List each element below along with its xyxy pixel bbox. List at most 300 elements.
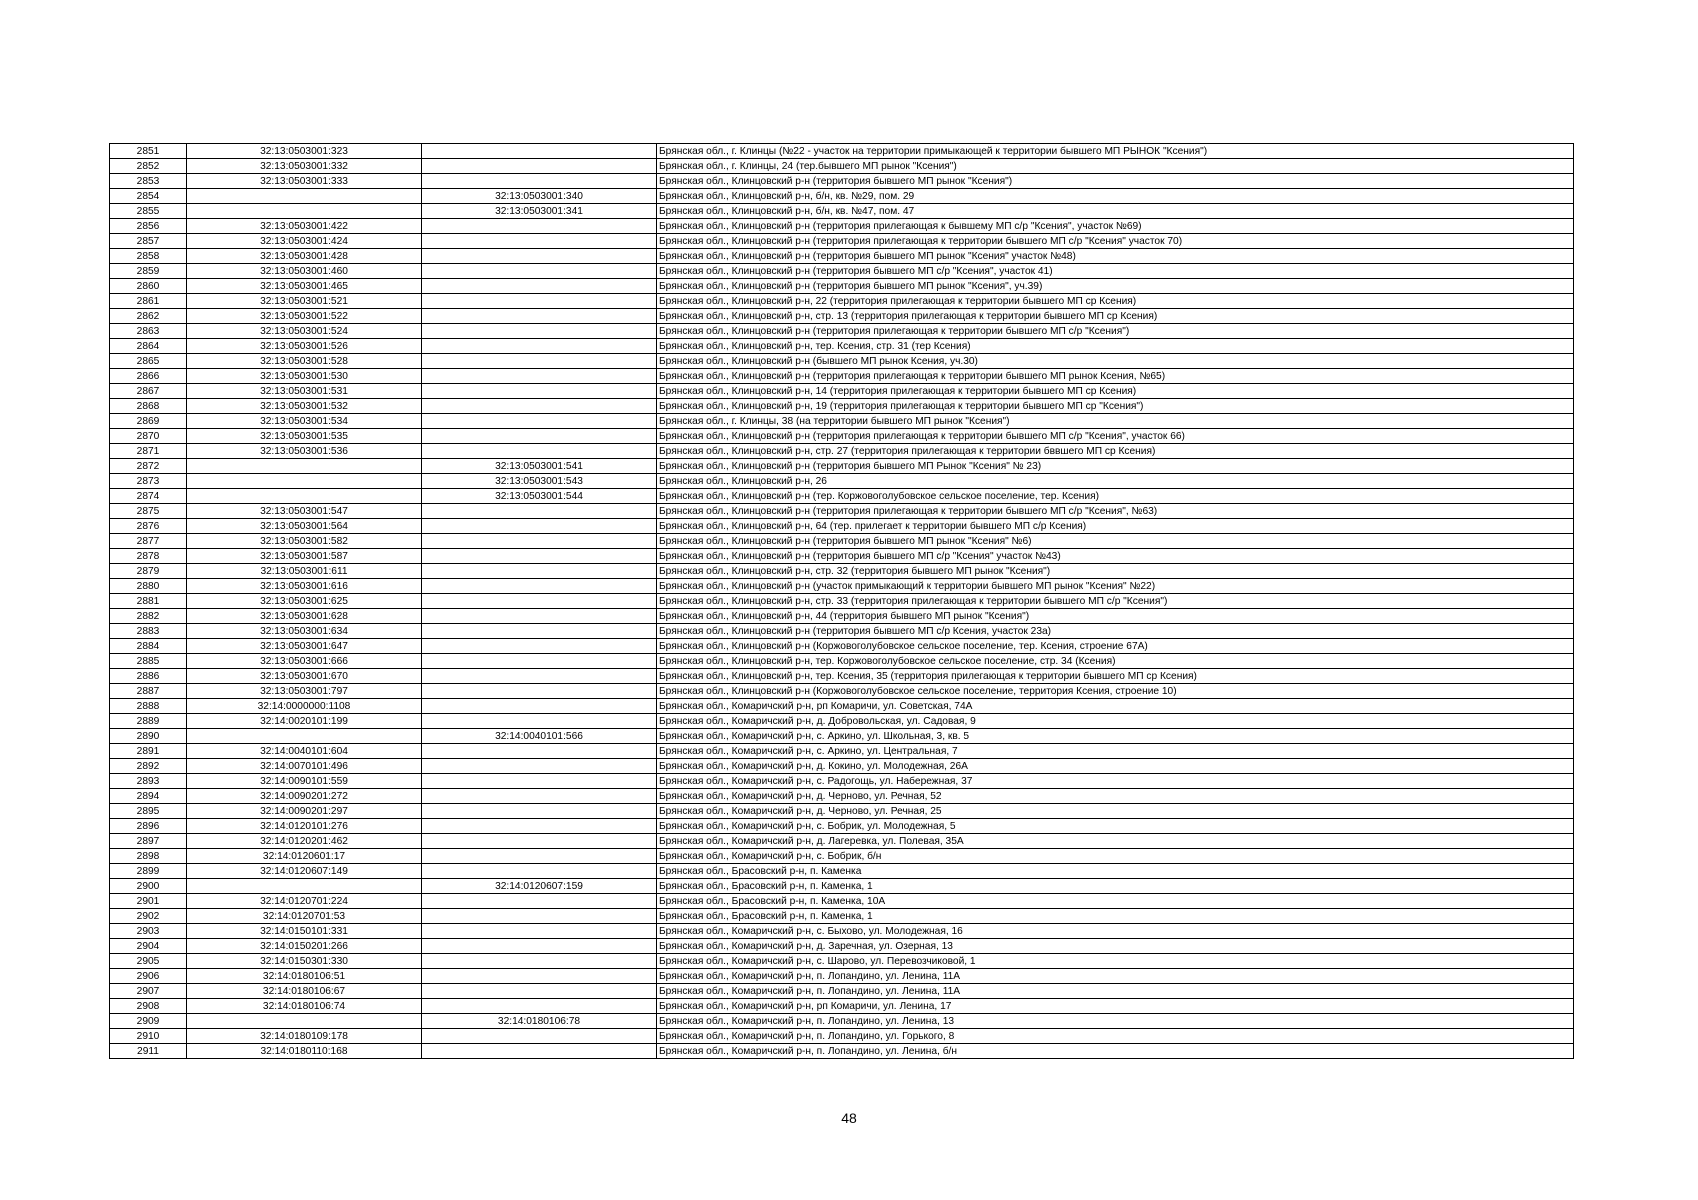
table-row xyxy=(110,774,1574,789)
room-cadastral-number-cell xyxy=(422,384,657,399)
address-cell: Брянская обл., Комаричский р-н, п. Лопандино, ул. Ленина, 13 xyxy=(657,1014,1574,1029)
cadastral-number-cell: 32:13:0503001:535 xyxy=(187,429,422,444)
room-cadastral-number-cell xyxy=(422,639,657,654)
row-number-cell: 2859 xyxy=(110,264,187,279)
address-cell: Брянская обл., Клинцовский р-н, тер. Ксения, 35 (территория прилегающая к территории бывшего МП ср Ксения) xyxy=(657,669,1574,684)
room-cadastral-number-cell xyxy=(422,309,657,324)
room-cadastral-number-cell xyxy=(422,534,657,549)
room-cadastral-number-cell xyxy=(422,804,657,819)
row-number-cell: 2906 xyxy=(110,969,187,984)
room-cadastral-number-cell xyxy=(422,249,657,264)
table-row xyxy=(110,504,1574,519)
room-cadastral-number-cell xyxy=(422,324,657,339)
row-number-cell: 2899 xyxy=(110,864,187,879)
row-number-cell: 2909 xyxy=(110,1014,187,1029)
room-cadastral-number-cell xyxy=(422,969,657,984)
address-cell: Брянская обл., Комаричский р-н, д. Заречная, ул. Озерная, 13 xyxy=(657,939,1574,954)
cadastral-number-cell: 32:13:0503001:666 xyxy=(187,654,422,669)
address-cell: Брянская обл., Клинцовский р-н (территория бывшего МП рынок "Ксения" участок №48) xyxy=(657,249,1574,264)
room-cadastral-number-cell xyxy=(422,759,657,774)
table-row xyxy=(110,489,1574,504)
row-number-cell: 2866 xyxy=(110,369,187,384)
cadastral-number-cell xyxy=(187,729,422,744)
cadastral-number-cell xyxy=(187,489,422,504)
table-row xyxy=(110,369,1574,384)
row-number-cell: 2891 xyxy=(110,744,187,759)
cadastral-number-cell: 32:14:0150201:266 xyxy=(187,939,422,954)
row-number-cell: 2900 xyxy=(110,879,187,894)
cadastral-number-cell: 32:13:0503001:625 xyxy=(187,594,422,609)
cadastral-number-cell: 32:14:0040101:604 xyxy=(187,744,422,759)
table-row xyxy=(110,999,1574,1014)
room-cadastral-number-cell: 32:13:0503001:341 xyxy=(422,204,657,219)
table-row xyxy=(110,279,1574,294)
room-cadastral-number-cell xyxy=(422,399,657,414)
address-cell: Брянская обл., Комаричский р-н, рп Комаричи, ул. Советская, 74А xyxy=(657,699,1574,714)
address-cell: Брянская обл., Клинцовский р-н (территория бывшего МП с/р Ксения, участок 23а) xyxy=(657,624,1574,639)
table-row xyxy=(110,159,1574,174)
room-cadastral-number-cell xyxy=(422,144,657,159)
cadastral-number-cell xyxy=(187,474,422,489)
address-cell: Брянская обл., Клинцовский р-н (тер. Коржовоголубовское сельское поселение, тер. Ксения) xyxy=(657,489,1574,504)
table-row xyxy=(110,744,1574,759)
cadastral-number-cell: 32:14:0070101:496 xyxy=(187,759,422,774)
table-row xyxy=(110,339,1574,354)
room-cadastral-number-cell xyxy=(422,849,657,864)
table-row xyxy=(110,639,1574,654)
table-row xyxy=(110,669,1574,684)
cadastral-number-cell: 32:13:0503001:797 xyxy=(187,684,422,699)
table-row xyxy=(110,384,1574,399)
room-cadastral-number-cell xyxy=(422,999,657,1014)
table-row xyxy=(110,309,1574,324)
table-row xyxy=(110,249,1574,264)
address-cell: Брянская обл., Клинцовский р-н, стр. 33 (территория прилегающая к территории бывшего МП с/р "Ксения") xyxy=(657,594,1574,609)
cadastral-number-cell: 32:13:0503001:428 xyxy=(187,249,422,264)
row-number-cell: 2910 xyxy=(110,1029,187,1044)
address-cell: Брянская обл., Комаричский р-н, с. Аркино, ул. Школьная, 3, кв. 5 xyxy=(657,729,1574,744)
table-row xyxy=(110,684,1574,699)
row-number-cell: 2881 xyxy=(110,594,187,609)
cadastral-number-cell: 32:13:0503001:582 xyxy=(187,534,422,549)
address-cell: Брянская обл., Клинцовский р-н, б/н, кв. №47, пом. 47 xyxy=(657,204,1574,219)
row-number-cell: 2893 xyxy=(110,774,187,789)
room-cadastral-number-cell xyxy=(422,504,657,519)
row-number-cell: 2877 xyxy=(110,534,187,549)
table-row xyxy=(110,894,1574,909)
address-cell: Брянская обл., Комаричский р-н, д. Лагеревка, ул. Полевая, 35А xyxy=(657,834,1574,849)
room-cadastral-number-cell: 32:13:0503001:543 xyxy=(422,474,657,489)
room-cadastral-number-cell xyxy=(422,174,657,189)
address-cell: Брянская обл., г. Клинцы, 24 (тер.бывшего МП рынок "Ксения") xyxy=(657,159,1574,174)
cadastral-number-cell: 32:14:0090201:297 xyxy=(187,804,422,819)
row-number-cell: 2858 xyxy=(110,249,187,264)
room-cadastral-number-cell xyxy=(422,579,657,594)
room-cadastral-number-cell xyxy=(422,954,657,969)
table-row xyxy=(110,1014,1574,1029)
table-row xyxy=(110,609,1574,624)
cadastral-number-cell: 32:13:0503001:460 xyxy=(187,264,422,279)
cadastral-number-cell: 32:13:0503001:333 xyxy=(187,174,422,189)
address-cell: Брянская обл., Клинцовский р-н (территория бывшего МП рынок "Ксения" №6) xyxy=(657,534,1574,549)
cadastral-table xyxy=(109,143,1574,1059)
row-number-cell: 2886 xyxy=(110,669,187,684)
address-cell: Брянская обл., Брасовский р-н, п. Каменка, 10А xyxy=(657,894,1574,909)
table-row xyxy=(110,264,1574,279)
row-number-cell: 2896 xyxy=(110,819,187,834)
cadastral-number-cell: 32:13:0503001:670 xyxy=(187,669,422,684)
address-cell: Брянская обл., Клинцовский р-н (территория прилегающая к территории бывшего МП с/р "Ксения" участок 70) xyxy=(657,234,1574,249)
room-cadastral-number-cell xyxy=(422,369,657,384)
cadastral-number-cell: 32:14:0180110:168 xyxy=(187,1044,422,1059)
row-number-cell: 2882 xyxy=(110,609,187,624)
table-row xyxy=(110,189,1574,204)
cadastral-number-cell: 32:13:0503001:521 xyxy=(187,294,422,309)
row-number-cell: 2851 xyxy=(110,144,187,159)
room-cadastral-number-cell xyxy=(422,594,657,609)
address-cell: Брянская обл., Клинцовский р-н (территория бывшего МП рынок "Ксения") xyxy=(657,174,1574,189)
cadastral-number-cell: 32:13:0503001:424 xyxy=(187,234,422,249)
page-number: 48 xyxy=(841,1110,857,1126)
address-cell: Брянская обл., Комаричский р-н, с. Аркино, ул. Центральная, 7 xyxy=(657,744,1574,759)
address-cell: Брянская обл., Комаричский р-н, рп Комаричи, ул. Ленина, 17 xyxy=(657,999,1574,1014)
cadastral-number-cell: 32:13:0503001:587 xyxy=(187,549,422,564)
row-number-cell: 2871 xyxy=(110,444,187,459)
table-row xyxy=(110,219,1574,234)
row-number-cell: 2875 xyxy=(110,504,187,519)
address-cell: Брянская обл., Клинцовский р-н (территория прилегающая к территории бывшего МП с/р "Ксения", №63) xyxy=(657,504,1574,519)
cadastral-number-cell: 32:14:0180106:67 xyxy=(187,984,422,999)
row-number-cell: 2897 xyxy=(110,834,187,849)
cadastral-number-cell: 32:14:0020101:199 xyxy=(187,714,422,729)
row-number-cell: 2857 xyxy=(110,234,187,249)
address-cell: Брянская обл., Клинцовский р-н, 64 (тер. прилегает к территории бывшего МП с/р Ксения) xyxy=(657,519,1574,534)
cadastral-number-cell: 32:13:0503001:530 xyxy=(187,369,422,384)
table-row xyxy=(110,579,1574,594)
address-cell: Брянская обл., Клинцовский р-н, 26 xyxy=(657,474,1574,489)
room-cadastral-number-cell xyxy=(422,834,657,849)
address-cell: Брянская обл., Клинцовский р-н (бывшего МП рынок Ксения, уч.30) xyxy=(657,354,1574,369)
row-number-cell: 2888 xyxy=(110,699,187,714)
row-number-cell: 2879 xyxy=(110,564,187,579)
address-cell: Брянская обл., Комаричский р-н, с. Быхово, ул. Молодежная, 16 xyxy=(657,924,1574,939)
table-row xyxy=(110,624,1574,639)
cadastral-number-cell: 32:14:0150301:330 xyxy=(187,954,422,969)
address-cell: Брянская обл., Комаричский р-н, д. Добровольская, ул. Садовая, 9 xyxy=(657,714,1574,729)
room-cadastral-number-cell xyxy=(422,939,657,954)
table-row xyxy=(110,969,1574,984)
address-cell: Брянская обл., Клинцовский р-н, б/н, кв. №29, пом. 29 xyxy=(657,189,1574,204)
row-number-cell: 2865 xyxy=(110,354,187,369)
room-cadastral-number-cell xyxy=(422,909,657,924)
room-cadastral-number-cell: 32:13:0503001:340 xyxy=(422,189,657,204)
cadastral-number-cell: 32:13:0503001:611 xyxy=(187,564,422,579)
cadastral-number-cell: 32:14:0120701:224 xyxy=(187,894,422,909)
room-cadastral-number-cell xyxy=(422,894,657,909)
address-cell: Брянская обл., Комаричский р-н, п. Лопандино, ул. Ленина, 11А xyxy=(657,984,1574,999)
cadastral-number-cell: 32:13:0503001:522 xyxy=(187,309,422,324)
room-cadastral-number-cell xyxy=(422,354,657,369)
table-body xyxy=(110,144,1574,1059)
address-cell: Брянская обл., Клинцовский р-н (территория бывшего МП Рынок "Ксения" № 23) xyxy=(657,459,1574,474)
table-row xyxy=(110,594,1574,609)
table-row xyxy=(110,654,1574,669)
address-cell: Брянская обл., Комаричский р-н, с. Радогощь, ул. Набережная, 37 xyxy=(657,774,1574,789)
room-cadastral-number-cell xyxy=(422,819,657,834)
table-row xyxy=(110,789,1574,804)
address-cell: Брянская обл., Клинцовский р-н, 44 (территория бывшего МП рынок "Ксения") xyxy=(657,609,1574,624)
row-number-cell: 2894 xyxy=(110,789,187,804)
address-cell: Брянская обл., Клинцовский р-н (территория прилегающая к бывшему МП с/р "Ксения", участок №69) xyxy=(657,219,1574,234)
row-number-cell: 2853 xyxy=(110,174,187,189)
table-row xyxy=(110,519,1574,534)
row-number-cell: 2869 xyxy=(110,414,187,429)
cadastral-number-cell xyxy=(187,189,422,204)
address-cell: Брянская обл., Клинцовский р-н, 14 (территория прилегающая к территории бывшего МП ср Ксения) xyxy=(657,384,1574,399)
row-number-cell: 2898 xyxy=(110,849,187,864)
address-cell: Брянская обл., г. Клинцы (№22 - участок на территории примыкающей к территории бывшего МП РЫНОК "Ксения") xyxy=(657,144,1574,159)
cadastral-number-cell: 32:14:0000000:1108 xyxy=(187,699,422,714)
room-cadastral-number-cell: 32:14:0120607:159 xyxy=(422,879,657,894)
table-row xyxy=(110,804,1574,819)
room-cadastral-number-cell xyxy=(422,519,657,534)
cadastral-number-cell: 32:13:0503001:547 xyxy=(187,504,422,519)
cadastral-number-cell xyxy=(187,879,422,894)
room-cadastral-number-cell xyxy=(422,714,657,729)
row-number-cell: 2874 xyxy=(110,489,187,504)
room-cadastral-number-cell xyxy=(422,699,657,714)
room-cadastral-number-cell xyxy=(422,339,657,354)
cadastral-number-cell: 32:13:0503001:531 xyxy=(187,384,422,399)
address-cell: Брянская обл., Клинцовский р-н, стр. 27 (территория прилегающая к территории бввшего МП ср Ксения) xyxy=(657,444,1574,459)
table-row xyxy=(110,834,1574,849)
address-cell: Брянская обл., Клинцовский р-н (территория прилегающая к территории бывшего МП рынок Ксения, №65) xyxy=(657,369,1574,384)
row-number-cell: 2868 xyxy=(110,399,187,414)
room-cadastral-number-cell: 32:13:0503001:541 xyxy=(422,459,657,474)
table-row xyxy=(110,354,1574,369)
row-number-cell: 2885 xyxy=(110,654,187,669)
room-cadastral-number-cell xyxy=(422,789,657,804)
cadastral-number-cell: 32:13:0503001:332 xyxy=(187,159,422,174)
row-number-cell: 2904 xyxy=(110,939,187,954)
room-cadastral-number-cell xyxy=(422,294,657,309)
room-cadastral-number-cell xyxy=(422,564,657,579)
address-cell: Брянская обл., Клинцовский р-н, тер. Коржовоголубовское сельское поселение, стр. 34 (Ксения) xyxy=(657,654,1574,669)
address-cell: Брянская обл., Комаричский р-н, с. Шарово, ул. Перевозчиковой, 1 xyxy=(657,954,1574,969)
table-row xyxy=(110,909,1574,924)
address-cell: Брянская обл., Комаричский р-н, д. Черново, ул. Речная, 52 xyxy=(657,789,1574,804)
address-cell: Брянская обл., Комаричский р-н, с. Бобрик, ул. Молодежная, 5 xyxy=(657,819,1574,834)
address-cell: Брянская обл., Клинцовский р-н (территория бывшего МП с/р "Ксения" участок №43) xyxy=(657,549,1574,564)
row-number-cell: 2903 xyxy=(110,924,187,939)
room-cadastral-number-cell xyxy=(422,444,657,459)
table-row xyxy=(110,1029,1574,1044)
cadastral-number-cell: 32:13:0503001:628 xyxy=(187,609,422,624)
table-row xyxy=(110,324,1574,339)
row-number-cell: 2860 xyxy=(110,279,187,294)
row-number-cell: 2861 xyxy=(110,294,187,309)
row-number-cell: 2854 xyxy=(110,189,187,204)
address-cell: Брянская обл., Клинцовский р-н (Коржовоголубовское сельское поселение, тер. Ксения, строение 67А) xyxy=(657,639,1574,654)
cadastral-number-cell: 32:14:0180106:51 xyxy=(187,969,422,984)
room-cadastral-number-cell xyxy=(422,669,657,684)
room-cadastral-number-cell xyxy=(422,1044,657,1059)
room-cadastral-number-cell xyxy=(422,279,657,294)
cadastral-number-cell: 32:14:0090101:559 xyxy=(187,774,422,789)
cadastral-number-cell: 32:13:0503001:532 xyxy=(187,399,422,414)
address-cell: Брянская обл., Клинцовский р-н, стр. 13 (территория прилегающая к территории бывшего МП ср Ксения) xyxy=(657,309,1574,324)
room-cadastral-number-cell xyxy=(422,654,657,669)
table-row xyxy=(110,1044,1574,1059)
cadastral-number-cell: 32:14:0120701:53 xyxy=(187,909,422,924)
table-row xyxy=(110,444,1574,459)
room-cadastral-number-cell xyxy=(422,234,657,249)
table-row xyxy=(110,534,1574,549)
address-cell: Брянская обл., Комаричский р-н, п. Лопандино, ул. Горького, 8 xyxy=(657,1029,1574,1044)
row-number-cell: 2873 xyxy=(110,474,187,489)
address-cell: Брянская обл., Комаричский р-н, с. Бобрик, б/н xyxy=(657,849,1574,864)
room-cadastral-number-cell xyxy=(422,624,657,639)
row-number-cell: 2856 xyxy=(110,219,187,234)
table-row xyxy=(110,714,1574,729)
cadastral-number-cell: 32:13:0503001:536 xyxy=(187,444,422,459)
table-row xyxy=(110,399,1574,414)
row-number-cell: 2872 xyxy=(110,459,187,474)
cadastral-number-cell xyxy=(187,1014,422,1029)
cadastral-number-cell: 32:13:0503001:524 xyxy=(187,324,422,339)
table-row xyxy=(110,729,1574,744)
address-cell: Брянская обл., Клинцовский р-н, 22 (территория прилегающая к территории бывшего МП ср Ксения) xyxy=(657,294,1574,309)
table-row xyxy=(110,819,1574,834)
cadastral-number-cell: 32:14:0120201:462 xyxy=(187,834,422,849)
address-cell: Брянская обл., Брасовский р-н, п. Каменка xyxy=(657,864,1574,879)
address-cell: Брянская обл., Клинцовский р-н (территория прилегающая к территории бывшего МП с/р "Ксения", участок 66) xyxy=(657,429,1574,444)
cadastral-number-cell: 32:14:0120607:149 xyxy=(187,864,422,879)
cadastral-number-cell: 32:13:0503001:528 xyxy=(187,354,422,369)
table-row xyxy=(110,204,1574,219)
room-cadastral-number-cell xyxy=(422,219,657,234)
room-cadastral-number-cell xyxy=(422,774,657,789)
room-cadastral-number-cell xyxy=(422,684,657,699)
room-cadastral-number-cell xyxy=(422,549,657,564)
table-row xyxy=(110,864,1574,879)
cadastral-number-cell: 32:14:0120601:17 xyxy=(187,849,422,864)
address-cell: Брянская обл., Клинцовский р-н, 19 (территория прилегающая к территории бывшего МП ср "Ксения") xyxy=(657,399,1574,414)
row-number-cell: 2889 xyxy=(110,714,187,729)
room-cadastral-number-cell xyxy=(422,159,657,174)
room-cadastral-number-cell: 32:13:0503001:544 xyxy=(422,489,657,504)
row-number-cell: 2902 xyxy=(110,909,187,924)
address-cell: Брянская обл., Клинцовский р-н, тер. Ксения, стр. 31 (тер Ксения) xyxy=(657,339,1574,354)
row-number-cell: 2895 xyxy=(110,804,187,819)
row-number-cell: 2863 xyxy=(110,324,187,339)
address-cell: Брянская обл., Клинцовский р-н (участок примыкающий к территории бывшего МП рынок "Ксения" №22) xyxy=(657,579,1574,594)
table-row xyxy=(110,879,1574,894)
address-cell: Брянская обл., Брасовский р-н, п. Каменка, 1 xyxy=(657,879,1574,894)
cadastral-number-cell: 32:14:0180109:178 xyxy=(187,1029,422,1044)
room-cadastral-number-cell xyxy=(422,609,657,624)
row-number-cell: 2855 xyxy=(110,204,187,219)
row-number-cell: 2862 xyxy=(110,309,187,324)
cadastral-number-cell: 32:14:0120101:276 xyxy=(187,819,422,834)
table-row xyxy=(110,849,1574,864)
table-row xyxy=(110,234,1574,249)
row-number-cell: 2878 xyxy=(110,549,187,564)
table-row xyxy=(110,939,1574,954)
address-cell: Брянская обл., Клинцовский р-н (Коржовоголубовское сельское поселение, территория Ксения, строение 10) xyxy=(657,684,1574,699)
row-number-cell: 2887 xyxy=(110,684,187,699)
table-row xyxy=(110,564,1574,579)
table-row xyxy=(110,429,1574,444)
cadastral-number-cell: 32:13:0503001:534 xyxy=(187,414,422,429)
room-cadastral-number-cell xyxy=(422,414,657,429)
address-cell: Брянская обл., Комаричский р-н, д. Черново, ул. Речная, 25 xyxy=(657,804,1574,819)
row-number-cell: 2905 xyxy=(110,954,187,969)
table-row xyxy=(110,144,1574,159)
row-number-cell: 2892 xyxy=(110,759,187,774)
table-row xyxy=(110,699,1574,714)
room-cadastral-number-cell xyxy=(422,924,657,939)
cadastral-number-cell: 32:13:0503001:526 xyxy=(187,339,422,354)
address-cell: Брянская обл., г. Клинцы, 38 (на территории бывшего МП рынок "Ксения") xyxy=(657,414,1574,429)
address-cell: Брянская обл., Комаричский р-н, п. Лопандино, ул. Ленина, 11А xyxy=(657,969,1574,984)
room-cadastral-number-cell xyxy=(422,984,657,999)
table-row xyxy=(110,294,1574,309)
cadastral-number-cell: 32:13:0503001:634 xyxy=(187,624,422,639)
row-number-cell: 2908 xyxy=(110,999,187,1014)
address-cell: Брянская обл., Брасовский р-н, п. Каменка, 1 xyxy=(657,909,1574,924)
table-row xyxy=(110,954,1574,969)
room-cadastral-number-cell xyxy=(422,264,657,279)
cadastral-number-cell: 32:13:0503001:465 xyxy=(187,279,422,294)
address-cell: Брянская обл., Комаричский р-н, д. Кокино, ул. Молодежная, 26А xyxy=(657,759,1574,774)
row-number-cell: 2884 xyxy=(110,639,187,654)
cadastral-number-cell: 32:14:0150101:331 xyxy=(187,924,422,939)
room-cadastral-number-cell xyxy=(422,864,657,879)
row-number-cell: 2901 xyxy=(110,894,187,909)
row-number-cell: 2911 xyxy=(110,1044,187,1059)
cadastral-number-cell: 32:13:0503001:564 xyxy=(187,519,422,534)
row-number-cell: 2870 xyxy=(110,429,187,444)
cadastral-number-cell xyxy=(187,459,422,474)
row-number-cell: 2867 xyxy=(110,384,187,399)
address-cell: Брянская обл., Клинцовский р-н (территория бывшего МП рынок "Ксения", уч.39) xyxy=(657,279,1574,294)
row-number-cell: 2890 xyxy=(110,729,187,744)
address-cell: Брянская обл., Комаричский р-н, п. Лопандино, ул. Ленина, б/н xyxy=(657,1044,1574,1059)
row-number-cell: 2880 xyxy=(110,579,187,594)
table-row xyxy=(110,474,1574,489)
room-cadastral-number-cell xyxy=(422,744,657,759)
address-cell: Брянская обл., Клинцовский р-н (территория бывшего МП с/р "Ксения", участок 41) xyxy=(657,264,1574,279)
row-number-cell: 2864 xyxy=(110,339,187,354)
room-cadastral-number-cell xyxy=(422,1029,657,1044)
cadastral-number-cell: 32:13:0503001:323 xyxy=(187,144,422,159)
table-row xyxy=(110,984,1574,999)
cadastral-number-cell: 32:14:0180106:74 xyxy=(187,999,422,1014)
table-row xyxy=(110,549,1574,564)
room-cadastral-number-cell xyxy=(422,429,657,444)
cadastral-number-cell: 32:13:0503001:647 xyxy=(187,639,422,654)
cadastral-number-cell: 32:14:0090201:272 xyxy=(187,789,422,804)
address-cell: Брянская обл., Клинцовский р-н, стр. 32 (территория бывшего МП рынок "Ксения") xyxy=(657,564,1574,579)
table-row xyxy=(110,759,1574,774)
cadastral-number-cell: 32:13:0503001:422 xyxy=(187,219,422,234)
address-cell: Брянская обл., Клинцовский р-н (территория прилегающая к территории бывшего МП с/р "Ксения") xyxy=(657,324,1574,339)
row-number-cell: 2852 xyxy=(110,159,187,174)
table-row xyxy=(110,174,1574,189)
row-number-cell: 2876 xyxy=(110,519,187,534)
table-row xyxy=(110,924,1574,939)
